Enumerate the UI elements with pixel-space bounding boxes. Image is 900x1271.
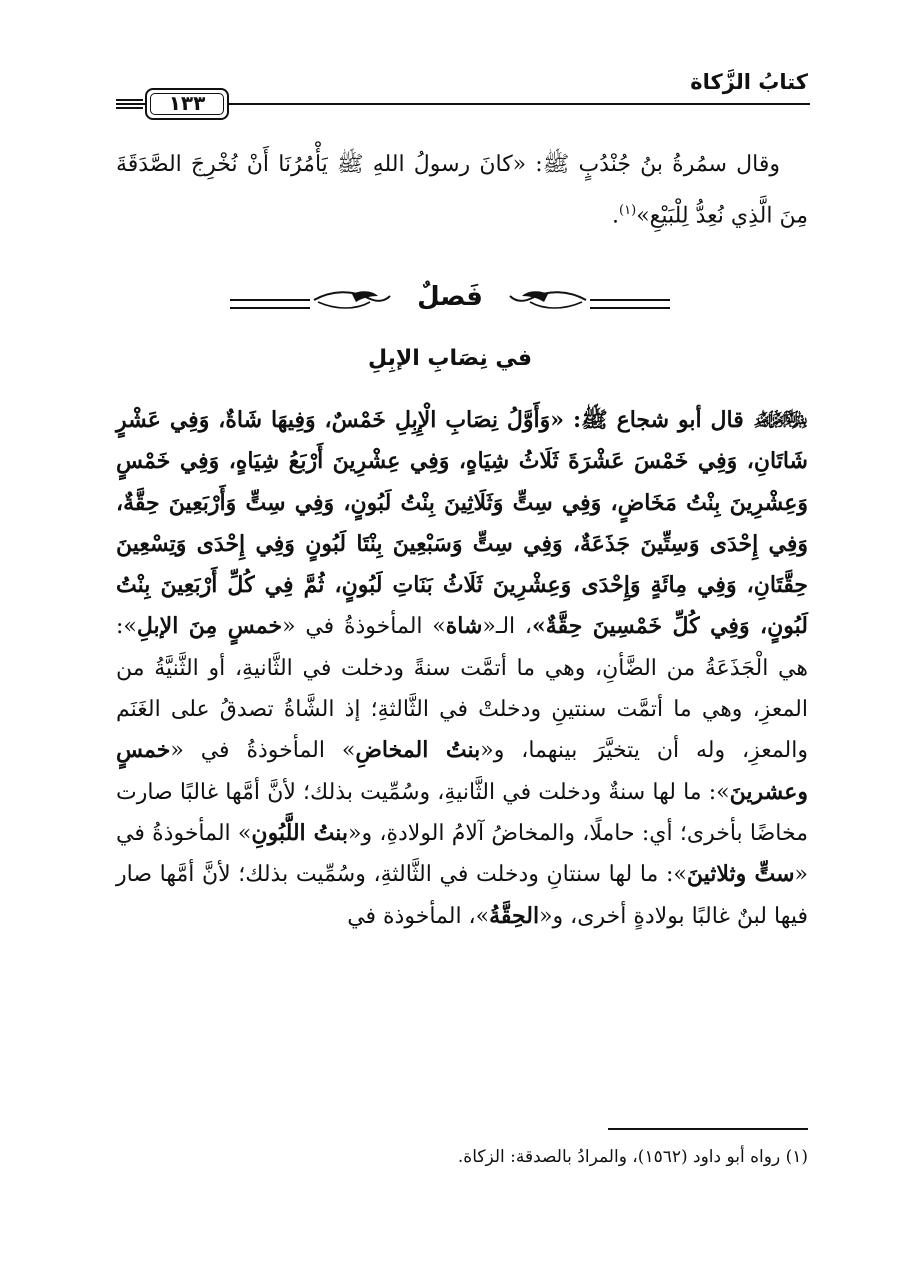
commentary-segment: » المأخوذةُ في « (170, 738, 356, 764)
divider-rule-right (590, 299, 670, 309)
matn-text: ﷽ قال أبو شجاع ﷺ: «وَأَوَّلُ نِصَابِ الْإِبِلِ خَمْسٌ، وَفِيهَا شَاةٌ، وَفِي عَشْرٍ شَاتَانِ، وَفِي خَمْسَ عَشْرَةَ ثَلَاثُ شِيَاهٍ، وَفِي عِشْرِينَ أَرْبَعُ شِيَاهٍ، وَفِي خَمْسٍ وَعِشْرِينَ بِنْتُ مَخَاضٍ، وَفِي سِتٍّ وَثَلَاثِينَ بِنْتُ لَبُونٍ، وَفِي سِتٍّ وَأَرْبَعِينَ حِقَّةٌ، وَفِي إِحْدَى وَسِتِّينَ جَذَعَةٌ، وَفِي سِتٍّ وَسَبْعِينَ بِنْتَا لَبُونٍ وَفِي إِحْدَى وَتِسْعِينَ حِقَّتَانِ، وَفِي مِائَةٍ وَإِحْدَى وَعِشْرِينَ ثَلَاثُ بَنَاتِ لَبُونٍ، ثُمَّ فِي كُلِّ أَرْبَعِينَ بِنْتُ لَبُونٍ، وَفِي كُلِّ خَمْسِينَ حِقَّةٌ» (116, 407, 808, 640)
commentary-segment: »: ما لها سنةٌ ودخلت في الثَّانيةِ، وسُمِّيت بذلك؛ لأنَّ أمَّها غالبًا صارت مخاضًا بأخرى؛ أي: حاملًا، والمخاضُ آلامُ الولادةِ، و« (116, 779, 809, 846)
flourish-ornament-right-icon (508, 288, 588, 312)
term-thirty-six: ستٍّ وثلاثينَ (686, 861, 795, 888)
term-bint-makhad: بنتُ المخاضِ (355, 737, 481, 764)
term-shah: شاة (445, 613, 483, 640)
commentary-segment: » المأخوذةُ في « (116, 820, 809, 888)
term-bint-labun: بنتُ اللَّبُونِ (251, 819, 348, 846)
page-number: ١٣٣ (168, 91, 206, 115)
footnote-rule (608, 1128, 808, 1130)
intro-text: وقال سمُرةُ بنُ جُنْدُبٍ ﷺ: «كانَ رسولُ اللهِ ﷺ يَأْمُرُنَا أَنْ نُخْرِجَ الصَّدَقَةَ مِنَ الَّذِي نُعِدُّ لِلْبَيْعِ» (116, 152, 808, 229)
intro-end: . (612, 203, 620, 229)
commentary-segment: » المأخوذةُ في « (282, 614, 446, 640)
footnote: (١) رواه أبو داود (١٥٦٢)، والمرادُ بالصدقة: الزكاة. (457, 1147, 808, 1167)
flourish-ornament-left-icon (312, 288, 392, 312)
fasl-heading: فَصلٌ (417, 282, 483, 312)
section-title: في نِصَابِ الإبِلِ (367, 346, 533, 371)
commentary-segment: ، الـ« (482, 614, 533, 640)
commentary-segment: »: ما لها سنتانِ ودخلت في الثَّالثةِ، وسُمِّيت بذلك؛ لأنَّ أمَّها صار فيها لبنٌ غالبًا بولادةٍ أخرى، و« (116, 862, 808, 929)
page-number-frame (145, 88, 229, 120)
commentary-segment: »، المأخوذة في (347, 903, 490, 929)
footnote-reference: (١) (619, 203, 637, 218)
commentary-segment: »: هي الْجَذَعَةُ من الضَّأنِ، وهي ما أتمَّت سنةً ودخلت في الثَّانيةِ، أو الثَّنيَّةُ من المعزِ، وهي ما أتمَّت سنتينِ ودخلتْ في الثَّالثةِ؛ إذ الشَّاةُ تصدقُ على الغَنَم والمعزِ، وله أن يتخيَّرَ بينهما، و« (116, 614, 808, 764)
page-number-side-rule (116, 99, 143, 109)
term-twenty-five: خمسٍ وعشرينَ (116, 737, 808, 805)
main-paragraph (116, 400, 808, 937)
term-five-camels: خمسٍ مِنَ الإبلِ (136, 613, 283, 640)
section-divider (230, 282, 670, 318)
term-hiqqah: الحِقَّةُ (489, 902, 540, 929)
intro-paragraph (116, 142, 808, 239)
divider-rule-left (230, 299, 310, 309)
running-title: كتابُ الزَّكاة (690, 70, 808, 94)
